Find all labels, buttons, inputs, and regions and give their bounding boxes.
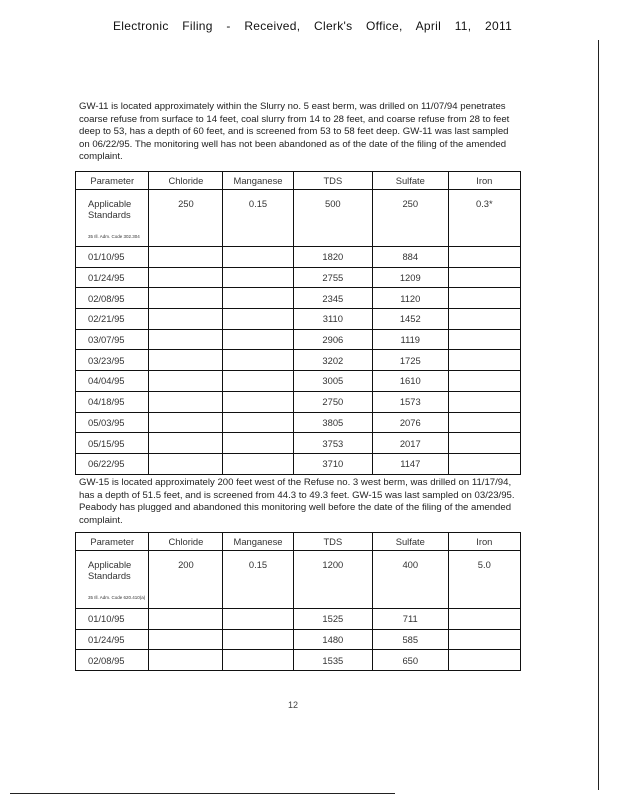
table-cell: 884: [372, 247, 448, 268]
sample-date: 01/10/95: [76, 247, 149, 268]
table-cell: 1535: [293, 650, 372, 671]
table-cell: 1725: [372, 350, 448, 371]
column-header: Parameter: [76, 533, 149, 551]
table-cell: [448, 247, 520, 268]
table-cell: [223, 350, 293, 371]
table-cell: [149, 629, 223, 650]
table-cell: [448, 350, 520, 371]
table-cell: [149, 433, 223, 454]
header-row: [76, 172, 521, 190]
standards-row: [76, 190, 521, 247]
standard-value: 250: [149, 190, 223, 247]
table-cell: 2906: [293, 329, 372, 350]
column-header: Iron: [448, 533, 520, 551]
table-row: [76, 629, 521, 650]
table-cell: [223, 371, 293, 392]
standard-value: 200: [149, 551, 223, 609]
table-row: [76, 309, 521, 330]
table-cell: 1120: [372, 288, 448, 309]
sample-date: 06/22/95: [76, 453, 149, 474]
table-row: [76, 247, 521, 268]
sample-date: 01/24/95: [76, 267, 149, 288]
table-cell: [223, 453, 293, 474]
sample-date: 05/03/95: [76, 412, 149, 433]
standard-value: 500: [293, 190, 372, 247]
gw11-description: GW-11 is located approximately within the Slurry no. 5 east berm, was drilled on 11/07/94 penetrates coarse refuse from surface to 14 feet, coal slurry from 14 to 28 feet, and coarse refuse from 28 to feet deep to 53, has a depth of 60 feet, and is screened from 53 to 58 feet deep. GW-11 was last sampled on 06/22/95. The monitoring well has not been abandoned as of the date of the filing of the amended complaint.: [79, 101, 510, 163]
column-header: Manganese: [223, 533, 293, 551]
table-cell: [448, 412, 520, 433]
column-header: Chloride: [149, 172, 223, 190]
table-cell: 711: [372, 609, 448, 630]
column-header: Parameter: [76, 172, 149, 190]
table-cell: 3005: [293, 371, 372, 392]
column-header: Sulfate: [372, 172, 448, 190]
table-cell: 585: [372, 629, 448, 650]
table-row: [76, 267, 521, 288]
header-row: [76, 533, 521, 551]
table-cell: [223, 267, 293, 288]
table-cell: 1525: [293, 609, 372, 630]
gw15-description: GW-15 is located approximately 200 feet west of the Refuse no. 3 west berm, was drilled on 11/17/94, has a depth of 51.5 feet, and is screened from 44.3 to 49.3 feet. GW-15 was last sampled on 03/23/95. Peabody has plugged and abandoned this monitoring well before the date of the filing of the amended complaint.: [79, 477, 515, 526]
sample-date: 02/08/95: [76, 650, 149, 671]
table-cell: [149, 288, 223, 309]
standards-label-cell: [76, 551, 149, 609]
column-header: TDS: [293, 172, 372, 190]
table-cell: [223, 629, 293, 650]
standards-row: [76, 551, 521, 609]
table-cell: [223, 650, 293, 671]
gw15-table: [75, 532, 521, 671]
sample-date: 03/07/95: [76, 329, 149, 350]
table-cell: [448, 267, 520, 288]
table-cell: [149, 329, 223, 350]
standards-label: Applicable Standards: [88, 198, 132, 220]
table-cell: 1573: [372, 391, 448, 412]
table-cell: [448, 329, 520, 350]
column-header: TDS: [293, 533, 372, 551]
table-cell: 3110: [293, 309, 372, 330]
table-row: [76, 609, 521, 630]
table-cell: [149, 247, 223, 268]
table-cell: 1119: [372, 329, 448, 350]
regulation-code: 35 Ill. Adm. Code 302.304: [88, 234, 140, 239]
standards-label: Applicable Standards: [88, 559, 132, 581]
table-cell: [448, 629, 520, 650]
table-cell: 3805: [293, 412, 372, 433]
standard-value: 0.15: [223, 190, 293, 247]
scan-edge-line: [598, 40, 599, 790]
table-cell: [448, 609, 520, 630]
standard-value: 0.3*: [448, 190, 520, 247]
sample-date: 01/24/95: [76, 629, 149, 650]
table-cell: [223, 309, 293, 330]
table-cell: 3710: [293, 453, 372, 474]
sample-date: 02/08/95: [76, 288, 149, 309]
sample-date: 04/18/95: [76, 391, 149, 412]
standard-value: 0.15: [223, 551, 293, 609]
table-cell: 2755: [293, 267, 372, 288]
regulation-code: 35 Ill. Adm. Code 620.410(a): [88, 595, 146, 600]
table-cell: [223, 433, 293, 454]
table-cell: [223, 329, 293, 350]
sample-date: 01/10/95: [76, 609, 149, 630]
table-cell: 3202: [293, 350, 372, 371]
column-header: Manganese: [223, 172, 293, 190]
table-cell: [149, 350, 223, 371]
table-row: [76, 412, 521, 433]
table-cell: 1610: [372, 371, 448, 392]
table-cell: 1452: [372, 309, 448, 330]
column-header: Sulfate: [372, 533, 448, 551]
table-cell: 1480: [293, 629, 372, 650]
table-cell: 2017: [372, 433, 448, 454]
table-cell: [448, 391, 520, 412]
table-cell: 1147: [372, 453, 448, 474]
standard-value: 1200: [293, 551, 372, 609]
table-row: [76, 371, 521, 392]
column-header: Iron: [448, 172, 520, 190]
table-cell: 2345: [293, 288, 372, 309]
gw11-table: [75, 171, 521, 475]
table-row: [76, 453, 521, 474]
standard-value: 5.0: [448, 551, 520, 609]
table-cell: [149, 453, 223, 474]
table-cell: [149, 309, 223, 330]
table-cell: [149, 609, 223, 630]
table-cell: 2076: [372, 412, 448, 433]
table-row: [76, 433, 521, 454]
sample-date: 05/15/95: [76, 433, 149, 454]
table-cell: [448, 288, 520, 309]
table-cell: [448, 309, 520, 330]
scan-bottom-line: [10, 793, 395, 794]
standard-value: 250: [372, 190, 448, 247]
table-cell: [223, 288, 293, 309]
table-cell: 650: [372, 650, 448, 671]
column-header: Chloride: [149, 533, 223, 551]
sample-date: 03/23/95: [76, 350, 149, 371]
table-cell: 1209: [372, 267, 448, 288]
table-cell: [149, 650, 223, 671]
standard-value: 400: [372, 551, 448, 609]
filing-header: Electronic Filing - Received, Clerk's Office, April 11, 2011: [112, 19, 513, 33]
table-row: [76, 329, 521, 350]
standards-label-cell: [76, 190, 149, 247]
table-cell: [223, 247, 293, 268]
table-cell: [448, 453, 520, 474]
table-cell: 2750: [293, 391, 372, 412]
table-cell: [149, 391, 223, 412]
table-cell: [448, 433, 520, 454]
page-number: 12: [288, 700, 299, 710]
table-cell: [448, 371, 520, 392]
table-row: [76, 288, 521, 309]
sample-date: 02/21/95: [76, 309, 149, 330]
table-cell: 1820: [293, 247, 372, 268]
table-row: [76, 391, 521, 412]
table-cell: [149, 412, 223, 433]
table-cell: [223, 609, 293, 630]
table-cell: [149, 371, 223, 392]
table-cell: [149, 267, 223, 288]
table-row: [76, 350, 521, 371]
table-cell: [448, 650, 520, 671]
table-cell: [223, 391, 293, 412]
table-row: [76, 650, 521, 671]
table-cell: [223, 412, 293, 433]
sample-date: 04/04/95: [76, 371, 149, 392]
table-cell: 3753: [293, 433, 372, 454]
